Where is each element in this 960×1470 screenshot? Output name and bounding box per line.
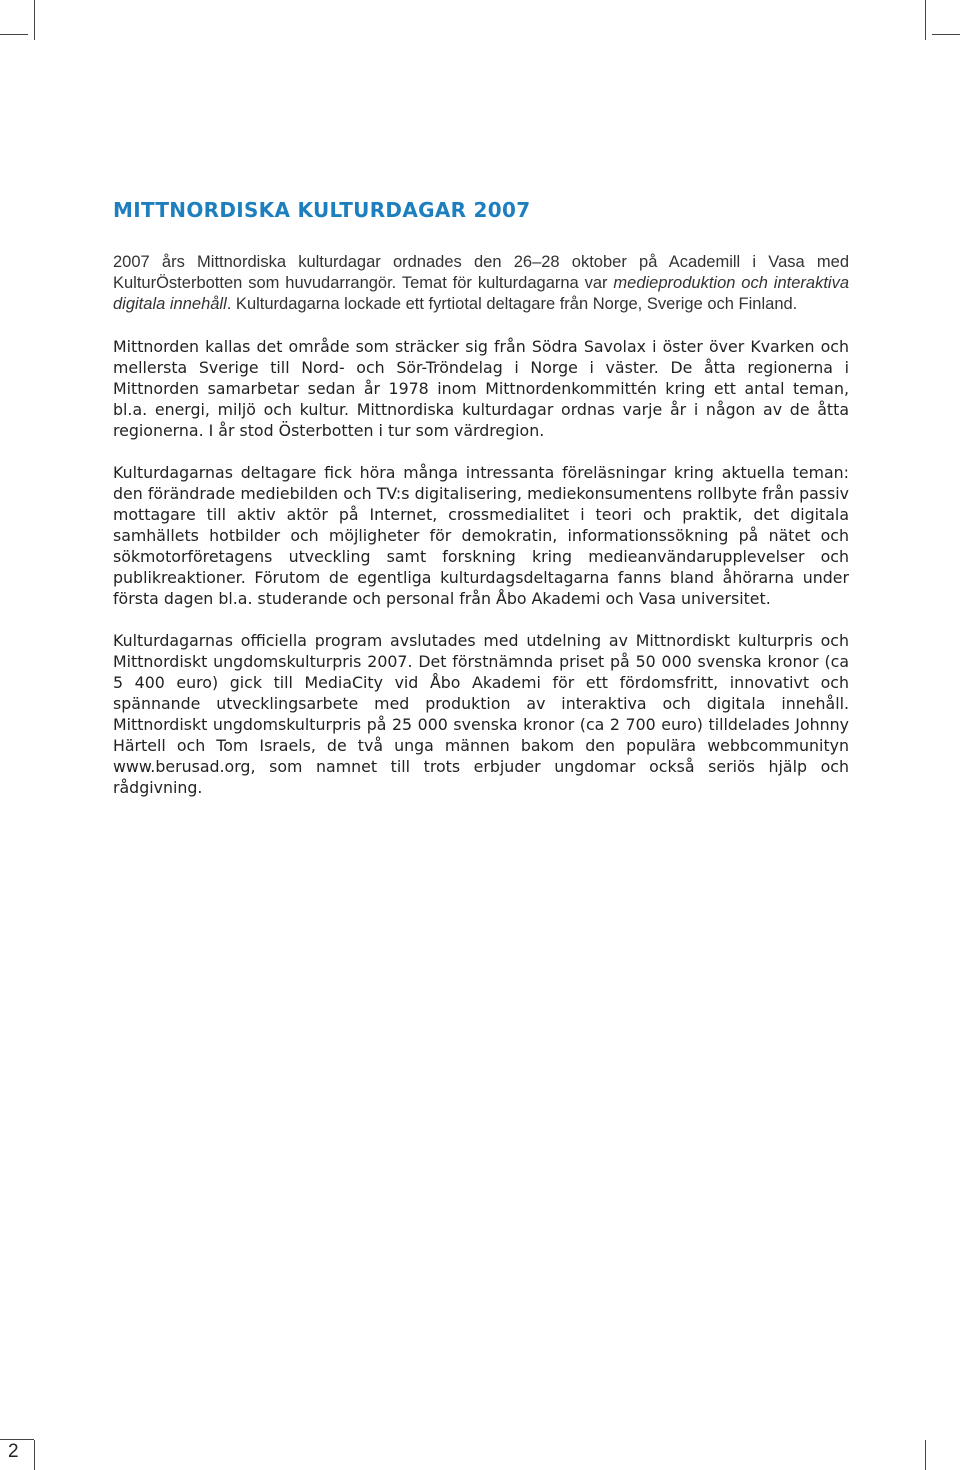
intro-text-start: 2007 års Mittnordiska kulturdagar ordnades den 26–28 oktober på Academill i Vasa med KulturÖsterbotten som huvudarrangör. Temat för kulturdagarna var bbox=[113, 253, 849, 292]
intro-theme-emphasis: medieproduktion och interaktiva digitala innehåll bbox=[113, 274, 849, 313]
intro-paragraph bbox=[113, 252, 849, 315]
crop-mark-top-left-horizontal bbox=[0, 34, 28, 35]
page-number: 2 bbox=[8, 1441, 19, 1462]
crop-mark-bottom-left-vertical bbox=[34, 1440, 35, 1470]
crop-mark-top-right-vertical bbox=[925, 0, 926, 40]
article bbox=[113, 196, 849, 819]
crop-mark-top-left-vertical bbox=[34, 0, 35, 40]
crop-mark-top-right-horizontal bbox=[932, 34, 960, 35]
footer-rule bbox=[0, 1439, 34, 1440]
paragraph-lectures: Kulturdagarnas deltagare fick höra många intressanta föreläsningar kring aktuella teman: den förändrade mediebilden och TV:s digitalisering, mediekonsumentens rollbyte från passiv mottagare till aktiv aktör på Internet, crossmedialitet i teori och praktik, det digitala samhällets hotbilder och möjligheter för demokratin, informationssökning på nätet och sökmotorföretagens utveckling samt forskning kring medieanvändarupplevelser och publikreaktioner. Förutom de egentliga kulturdagsdeltagarna fanns bland åhörarna under första dagen bl.a. studerande och personal från Åbo Akademi och Vasa universitet. bbox=[113, 463, 849, 608]
paragraph-mittnorden: Mittnorden kallas det område som sträcker sig från Södra Savolax i öster över Kvarken och mellersta Sverige till Nord- och Sör-Tröndelag i Norge i väster. De åtta regionerna i Mittnorden samarbetar sedan år 1978 inom Mittnordenkommittén kring ett antal teman, bl.a. energi, miljö och kultur. Mittnordiska kulturdagar ordnas varje år i någon av de åtta regionerna. I år stod Österbotten i tur som värdregion. bbox=[113, 337, 849, 440]
intro-text-end: . Kulturdagarna lockade ett fyrtiotal deltagare från Norge, Sverige och Finland. bbox=[226, 295, 798, 313]
page-title: MITTNORDISKA KULTURDAGAR 2007 bbox=[113, 198, 531, 222]
crop-mark-bottom-right-vertical bbox=[925, 1440, 926, 1470]
paragraph-prizes: Kulturdagarnas officiella program avslutades med utdelning av Mittnordiskt kulturpris och Mittnordiskt ungdomskulturpris 2007. Det förstnämnda priset på 50 000 svenska kronor (ca 5 400 euro) gick till MediaCity vid Åbo Akademi för ett fördomsfritt, innovativt och spännande utvecklingsarbete med produktion av interaktiva och digitala innehåll. Mittnordiskt ungdomskulturpris på 25 000 svenska kronor (ca 2 700 euro) tilldelades Johnny Härtell och Tom Israels, de två unga männen bakom den populära webbcommunityn www.berusad.org, som namnet till trots erbjuder ungdomar också seriös hjälp och rådgivning. bbox=[113, 631, 849, 797]
